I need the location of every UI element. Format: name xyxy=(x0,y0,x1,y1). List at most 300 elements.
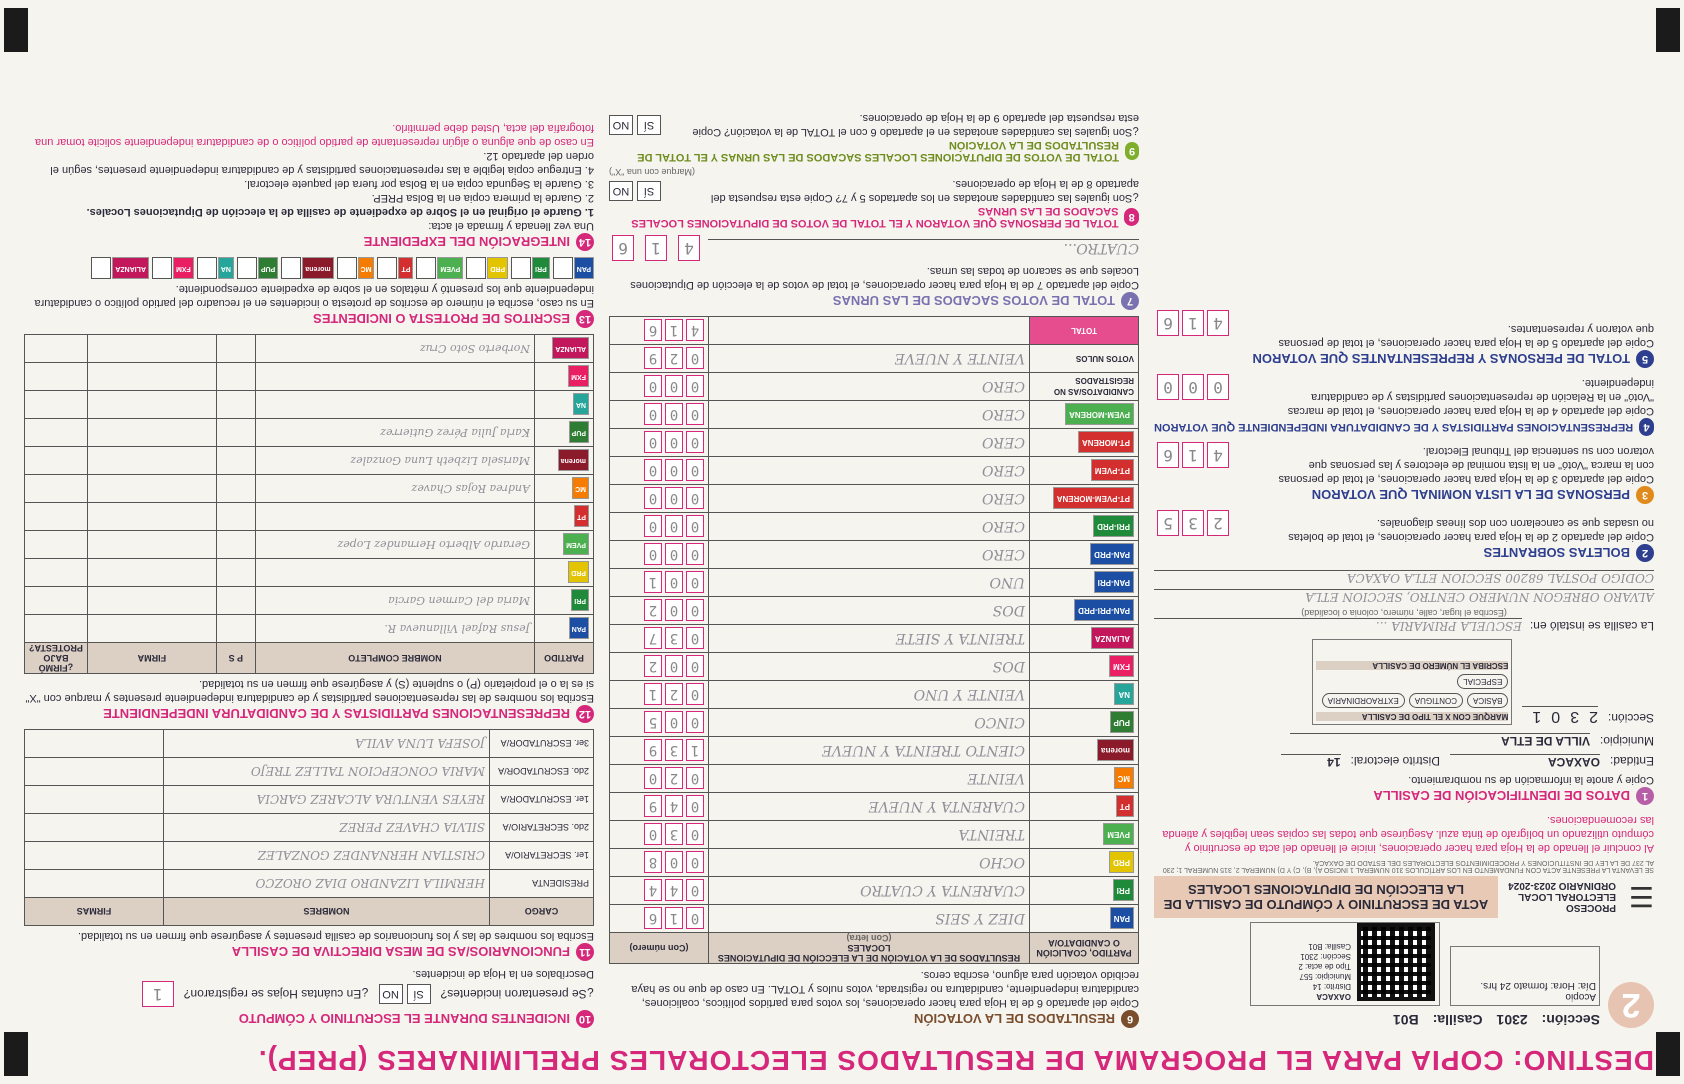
nombre-cell[interactable] xyxy=(164,842,490,870)
section-number-icon: 3 xyxy=(1636,486,1654,504)
si-checkbox[interactable]: SÍ xyxy=(637,181,661,201)
results-numero-cell[interactable] xyxy=(610,345,709,373)
nombre-completo-cell[interactable] xyxy=(255,615,534,643)
section-7-title: TOTAL DE VOTOS SACADOS DE LAS URNAS xyxy=(832,293,1115,309)
expediente-step: 3. Guarde la Segunda copia en la Bolsa por fuera del paquete electoral. xyxy=(244,178,594,190)
escrito-count-box[interactable] xyxy=(152,257,172,279)
nombre-cell[interactable] xyxy=(164,758,490,786)
results-numero-cell[interactable] xyxy=(610,737,709,765)
hora-format: formato 24 hrs. xyxy=(1480,980,1548,991)
party-logo-icon: morena xyxy=(1097,740,1134,762)
results-party-cell xyxy=(1030,541,1139,569)
hojas-question: ¿En cuántas Hojas se registraron? xyxy=(183,987,369,1001)
expediente-step: Una vez llenada y firmada el acta: xyxy=(428,220,594,232)
section-13 xyxy=(24,257,594,328)
firma-cell[interactable] xyxy=(25,870,164,898)
results-letra-cell[interactable] xyxy=(709,457,1030,485)
firma-cell[interactable] xyxy=(25,814,164,842)
tipo-contigua[interactable]: CONTIGUA xyxy=(1409,693,1463,708)
digit-box: 0 xyxy=(644,432,662,454)
protesta-cell[interactable] xyxy=(25,475,88,503)
protesta-cell[interactable] xyxy=(25,615,88,643)
results-row xyxy=(610,765,1139,793)
party-label: TOTAL xyxy=(1071,326,1097,335)
results-body xyxy=(610,317,1139,933)
results-numero-cell[interactable] xyxy=(610,849,709,877)
seccion-label-1: Sección: xyxy=(1607,711,1654,725)
incidentes-question: ¿Se presentaron incidentes? xyxy=(440,987,594,1001)
escrito-count-box[interactable] xyxy=(416,257,436,279)
section-3 xyxy=(1154,442,1654,504)
section-8-title: TOTAL DE PERSONAS QUE VOTARON Y EL TOTAL DE VOTOS DE DIPUTACIONES LOCALES SACADOS DE LAS URNAS xyxy=(631,205,1119,229)
results-letra-cell[interactable] xyxy=(709,905,1030,933)
results-letra-cell[interactable] xyxy=(709,793,1030,821)
section-8-sino xyxy=(609,181,661,201)
cargo-cell: 1er. ESCRUTADOR/A xyxy=(490,786,594,814)
results-letra-cell[interactable] xyxy=(709,877,1030,905)
firma-cell[interactable] xyxy=(25,842,164,870)
ps-cell[interactable] xyxy=(216,391,255,419)
ps-cell[interactable] xyxy=(216,335,255,363)
party-logo-icon: PAN-PRI-PRD xyxy=(1074,600,1134,622)
digit-box: 0 xyxy=(686,488,704,510)
results-table xyxy=(609,316,1139,964)
party-logo-icon: PAN-PRD xyxy=(1090,544,1134,566)
nombre-completo-cell[interactable] xyxy=(255,419,534,447)
results-letra: CUARENTA Y CUATRO xyxy=(860,882,1025,899)
protesta-cell[interactable] xyxy=(25,419,88,447)
escrito-item xyxy=(416,257,463,279)
digit-box[interactable]: 4 xyxy=(678,235,700,261)
digit-box: 0 xyxy=(686,880,704,902)
results-numero-cell[interactable] xyxy=(610,541,709,569)
digit-box: 4 xyxy=(686,320,704,342)
results-row xyxy=(610,905,1139,933)
results-letra-cell[interactable] xyxy=(709,653,1030,681)
tipo-especial[interactable]: ESPECIAL xyxy=(1457,674,1508,689)
digit-box: 9 xyxy=(644,740,662,762)
nombre-completo-cell[interactable] xyxy=(255,391,534,419)
dia-label: Día: xyxy=(1577,980,1596,991)
entidad-label: Entidad: xyxy=(1609,754,1654,768)
column-identification xyxy=(1154,10,1654,1028)
protesta-cell[interactable] xyxy=(25,391,88,419)
results-party-cell xyxy=(1030,597,1139,625)
escrito-item xyxy=(511,257,550,279)
nombre-cell[interactable] xyxy=(164,870,490,898)
results-letra: CERO xyxy=(982,518,1025,535)
representacion-row xyxy=(25,503,594,531)
seccion-digits xyxy=(1522,706,1598,725)
results-row xyxy=(610,625,1139,653)
digit-box[interactable]: 0 xyxy=(1182,374,1204,400)
digit-box[interactable]: 5 xyxy=(1157,510,1179,536)
party-logo-icon: PVEM-MORENA xyxy=(1065,404,1134,426)
firma-cell[interactable] xyxy=(87,363,216,391)
protesta-cell[interactable] xyxy=(25,531,88,559)
results-letra-cell[interactable] xyxy=(709,597,1030,625)
protesta-cell[interactable] xyxy=(25,559,88,587)
form-number-badge: 2 xyxy=(1608,982,1654,1028)
digit-box: 1 xyxy=(644,572,662,594)
distrito-value: 14 xyxy=(1281,754,1341,769)
section-9 xyxy=(609,111,1139,163)
digit-box[interactable]: 6 xyxy=(1157,442,1179,468)
party-logo-icon: ALIANZA xyxy=(552,338,589,360)
results-party-cell xyxy=(1030,849,1139,877)
ps-cell[interactable] xyxy=(216,587,255,615)
results-row xyxy=(610,597,1139,625)
digit-box[interactable]: 1 xyxy=(1182,442,1204,468)
protesta-cell[interactable] xyxy=(25,447,88,475)
ps-cell[interactable] xyxy=(216,531,255,559)
results-letra-cell[interactable] xyxy=(709,429,1030,457)
digit-box: 2 xyxy=(665,348,683,370)
party-logo-icon: PAN xyxy=(574,257,594,279)
ps-cell[interactable] xyxy=(216,503,255,531)
digit-box: 0 xyxy=(644,460,662,482)
nombre-text: CRISTIAN HERNANDEZ GONZALEZ xyxy=(257,848,485,863)
section-7-letra[interactable]: CUATRO... xyxy=(708,240,1139,257)
firma-cell[interactable] xyxy=(25,730,164,758)
results-row xyxy=(610,737,1139,765)
section-number-icon: 12 xyxy=(576,705,594,723)
col-ps: P S xyxy=(216,643,255,674)
nombre-text: JOSEFA LUNA AVILA xyxy=(355,736,485,751)
section-7 xyxy=(609,235,1139,310)
results-row xyxy=(610,373,1139,401)
results-letra-cell[interactable] xyxy=(709,849,1030,877)
seccion-digit: 2 xyxy=(1579,708,1598,725)
results-numero-cell[interactable] xyxy=(610,709,709,737)
col-nombre-completo: NOMBRE COMPLETO xyxy=(255,643,534,674)
firma-cell[interactable] xyxy=(87,615,216,643)
results-letra-cell[interactable] xyxy=(709,569,1030,597)
party-logo-icon: NA xyxy=(1114,684,1134,706)
results-letra: DOS xyxy=(992,602,1025,619)
results-party-cell xyxy=(1030,625,1139,653)
section-number-icon: 11 xyxy=(576,943,594,961)
nombre-text: REYES VENTURA ALCAREZ GARCIA xyxy=(256,792,485,807)
nombre-text: Norberto Soto Cruz xyxy=(419,342,530,355)
nombre-completo-cell[interactable] xyxy=(255,475,534,503)
results-letra-cell[interactable] xyxy=(709,681,1030,709)
results-party-cell xyxy=(1030,737,1139,765)
nombre-completo-cell[interactable] xyxy=(255,335,534,363)
escrito-count-box[interactable] xyxy=(377,257,397,279)
results-party-cell xyxy=(1030,513,1139,541)
representacion-row xyxy=(25,447,594,475)
section-11-instr: Escriba los nombres de las y los funcionarios de casilla presentes y asegúrese que firmen en su totalidad. xyxy=(77,930,594,942)
results-row xyxy=(610,849,1139,877)
si-checkbox[interactable]: SÍ xyxy=(407,984,431,1004)
digit-box: 6 xyxy=(644,908,662,930)
section-number-icon: 9 xyxy=(1125,142,1139,160)
tipo-basica[interactable]: BÁSICA xyxy=(1467,693,1508,708)
results-letra: CERO xyxy=(982,546,1025,563)
digit-box: 0 xyxy=(665,460,683,482)
results-row xyxy=(610,401,1139,429)
results-numero-cell[interactable] xyxy=(610,401,709,429)
digit-box: 0 xyxy=(686,908,704,930)
section-1 xyxy=(1154,570,1654,805)
firma-cell[interactable] xyxy=(87,475,216,503)
ps-cell[interactable] xyxy=(216,447,255,475)
results-party-cell xyxy=(1030,485,1139,513)
escrito-count-box[interactable] xyxy=(281,257,301,279)
protesta-cell[interactable] xyxy=(25,503,88,531)
firma-cell[interactable] xyxy=(87,503,216,531)
nombre-completo-cell[interactable] xyxy=(255,363,534,391)
funcionario-row xyxy=(25,842,594,870)
firma-cell[interactable] xyxy=(87,559,216,587)
results-numero-cell[interactable] xyxy=(610,877,709,905)
destino-title: DESTINO: COPIA PARA EL PROGRAMA DE RESULTADOS ELECTORALES PRELIMINARES (PREP). xyxy=(257,1045,1654,1076)
nombre-completo-cell[interactable] xyxy=(255,503,534,531)
digit-box[interactable]: 3 xyxy=(1182,510,1204,536)
digit-box[interactable]: 0 xyxy=(1207,374,1229,400)
nombre-completo-cell[interactable] xyxy=(255,447,534,475)
results-letra-cell[interactable] xyxy=(709,737,1030,765)
section-4-title: REPRESENTACIONES PARTIDISTAS Y DE CANDIDATURA INDEPENDIENTE QUE VOTARON xyxy=(1154,421,1634,433)
results-letra-cell[interactable] xyxy=(709,709,1030,737)
results-numero-cell[interactable] xyxy=(610,821,709,849)
funcionarios-body xyxy=(25,730,594,898)
digit-box: 9 xyxy=(644,796,662,818)
results-row xyxy=(610,681,1139,709)
digit-box: 0 xyxy=(644,516,662,538)
ps-cell[interactable] xyxy=(216,615,255,643)
results-party-cell xyxy=(1030,681,1139,709)
party-logo-icon: PVEM xyxy=(1103,824,1134,846)
results-party-cell xyxy=(1030,709,1139,737)
results-numero-cell[interactable] xyxy=(610,317,709,345)
firma-cell[interactable] xyxy=(87,419,216,447)
protesta-cell[interactable] xyxy=(25,363,88,391)
results-row xyxy=(610,345,1139,373)
results-letra-cell[interactable] xyxy=(709,625,1030,653)
digit-box[interactable]: 1 xyxy=(645,235,667,261)
nombre-text: HERMILA LIZANDRO DIAZ OROZCO xyxy=(255,876,485,891)
results-party-cell xyxy=(1030,401,1139,429)
digit-box: 0 xyxy=(686,572,704,594)
results-letra: CIENTO TREINTA Y NUEVE xyxy=(821,742,1025,759)
digit-box: 2 xyxy=(665,768,683,790)
party-logo-icon: NA xyxy=(573,394,589,416)
protesta-cell[interactable] xyxy=(25,335,88,363)
ps-cell[interactable] xyxy=(216,363,255,391)
digit-box[interactable]: 0 xyxy=(1157,374,1179,400)
ps-cell[interactable] xyxy=(216,419,255,447)
nombre-completo-cell[interactable] xyxy=(255,587,534,615)
escrito-count-box[interactable] xyxy=(466,257,486,279)
representacion-row xyxy=(25,391,594,419)
results-row xyxy=(610,541,1139,569)
partido-cell xyxy=(535,531,594,559)
section-9-sino xyxy=(609,115,661,135)
column-results xyxy=(609,10,1139,1028)
digit-box[interactable]: 6 xyxy=(1157,310,1179,336)
escrito-item xyxy=(91,257,149,279)
escrito-count-box[interactable] xyxy=(553,257,573,279)
legal-text: SE LEVANTA LA PRESENTE ACTA CON FUNDAMENTO EN LOS ARTÍCULOS 310 NUMERAL 1 INCISO A), B), C) Y D) NUMERAL 2, 315 NUMERAL 1; 230 AL 237 DE LA LEY DE INSTITUCIONES Y PROCEDIMIENTOS ELECTORALES DEL ESTADO DE OAXACA. xyxy=(1162,859,1654,873)
digit-box: 0 xyxy=(644,768,662,790)
results-letra-cell[interactable] xyxy=(709,821,1030,849)
firma-cell[interactable] xyxy=(87,391,216,419)
digit-box: 0 xyxy=(644,404,662,426)
results-numero-cell[interactable] xyxy=(610,569,709,597)
results-numero-cell[interactable] xyxy=(610,625,709,653)
results-letra-cell[interactable] xyxy=(709,541,1030,569)
digit-box[interactable]: 2 xyxy=(1207,510,1229,536)
escrito-count-box[interactable] xyxy=(337,257,357,279)
results-numero-cell[interactable] xyxy=(610,429,709,457)
party-label: VOTOS NULOS xyxy=(1075,354,1134,363)
results-letra-cell[interactable] xyxy=(709,401,1030,429)
hora-label: Hora: xyxy=(1550,980,1575,991)
nombre-text: Jesus Rafael Villanueva R. xyxy=(384,622,530,635)
results-letra-cell[interactable] xyxy=(709,345,1030,373)
digit-box[interactable]: 4 xyxy=(1207,310,1229,336)
digit-box[interactable]: 6 xyxy=(612,235,634,261)
tipo-extraordinaria[interactable]: EXTRAORDINARIA xyxy=(1322,693,1405,708)
nombre-cell[interactable] xyxy=(164,814,490,842)
digit-box: 0 xyxy=(644,544,662,566)
party-logo-icon: PT xyxy=(574,506,589,528)
representaciones-table xyxy=(24,334,594,674)
digit-box: 5 xyxy=(644,712,662,734)
digit-box: 8 xyxy=(644,852,662,874)
no-checkbox[interactable]: NO xyxy=(609,181,633,201)
escritos-row xyxy=(24,257,594,279)
firma-cell[interactable] xyxy=(87,531,216,559)
results-numero-cell[interactable] xyxy=(610,793,709,821)
digit-box: 0 xyxy=(686,712,704,734)
escrito-count-box[interactable] xyxy=(91,257,111,279)
results-letra: VEINTE Y NUEVE xyxy=(894,350,1025,367)
section-13-instr: En su caso, escriba el número de escritos de protesta o incidentes en el recuadro del partido político o candidatura independiente que los presentó y métalos en el sobre de expediente correspondiente. xyxy=(34,283,594,309)
results-letra-cell[interactable] xyxy=(709,373,1030,401)
results-numero-cell[interactable] xyxy=(610,765,709,793)
digit-box: 1 xyxy=(686,740,704,762)
results-numero-cell[interactable] xyxy=(610,373,709,401)
section-8 xyxy=(609,167,1139,229)
escrito-count-box[interactable] xyxy=(197,257,217,279)
party-logo-icon: PAN-PRI xyxy=(1094,572,1134,594)
results-letra: TREINTA xyxy=(958,826,1025,843)
results-numero-cell[interactable] xyxy=(610,457,709,485)
results-numero-cell[interactable] xyxy=(610,653,709,681)
escrito-count-box[interactable] xyxy=(237,257,257,279)
digit-box: 0 xyxy=(665,600,683,622)
digit-box: 0 xyxy=(665,544,683,566)
nombre-completo-cell[interactable] xyxy=(255,531,534,559)
results-party-cell xyxy=(1030,765,1139,793)
cargo-cell: 2do. SECRETARIO/A xyxy=(490,814,594,842)
party-logo-icon: PAN xyxy=(569,618,589,640)
digit-box: 0 xyxy=(644,824,662,846)
results-letra-cell[interactable] xyxy=(709,513,1030,541)
results-numero-cell[interactable] xyxy=(610,597,709,625)
nombre-cell[interactable] xyxy=(164,730,490,758)
ps-cell[interactable] xyxy=(216,475,255,503)
instalo-value: ESCUELA PRIMARIA ... xyxy=(1154,618,1522,633)
protesta-cell[interactable] xyxy=(25,587,88,615)
expediente-step: 1. Guarde el original en el Sobre de expediente de casilla de la elección de Diputaciones Locales. xyxy=(86,206,594,218)
results-numero-cell[interactable] xyxy=(610,485,709,513)
escrito-count-box[interactable] xyxy=(511,257,531,279)
no-checkbox[interactable]: NO xyxy=(379,984,403,1004)
acta-header xyxy=(1154,918,1654,1028)
hojas-value[interactable]: 1 xyxy=(142,981,174,1007)
results-numero-cell[interactable] xyxy=(610,513,709,541)
results-letra: TREINTA Y SIETE xyxy=(895,630,1025,647)
registration-mark xyxy=(1656,8,1680,52)
representacion-row xyxy=(25,419,594,447)
digit-box: 0 xyxy=(665,656,683,678)
firma-cell[interactable] xyxy=(87,447,216,475)
qr-seccion: Sección: 2301 xyxy=(1300,952,1351,961)
qr-code xyxy=(1357,923,1435,1001)
section-5-instr: Copie del apartado 5 de la Hoja para hacer operaciones, el total de personas que votaron y representantes. xyxy=(1278,323,1654,349)
tipo-casilla-box xyxy=(1312,639,1512,725)
party-logo-icon: PUP xyxy=(1110,712,1134,734)
qr-tipo-acta: Tipo de acta: 2 xyxy=(1298,962,1351,971)
results-letra-cell[interactable] xyxy=(709,765,1030,793)
firma-cell[interactable] xyxy=(25,786,164,814)
results-numero-cell[interactable] xyxy=(610,905,709,933)
digit-box[interactable]: 4 xyxy=(1207,442,1229,468)
party-logo-icon: MC xyxy=(572,478,589,500)
si-checkbox[interactable]: SÍ xyxy=(637,115,661,135)
results-party-cell xyxy=(1030,793,1139,821)
escrito-item xyxy=(237,257,278,279)
results-row xyxy=(610,821,1139,849)
firma-cell[interactable] xyxy=(25,758,164,786)
nombre-completo-cell[interactable] xyxy=(255,559,534,587)
results-letra: VEINTE xyxy=(967,770,1025,787)
digit-box: 0 xyxy=(686,376,704,398)
escrito-item xyxy=(152,257,194,279)
nombre-cell[interactable] xyxy=(164,786,490,814)
digit-box: 0 xyxy=(686,824,704,846)
section-2-instr: Copie del apartado 2 de la Hoja para hacer operaciones, el total de boletas no usadas que se cancelaron con dos líneas diagonales. xyxy=(1288,517,1654,543)
section-number-icon: 8 xyxy=(1124,208,1139,226)
partido-cell xyxy=(535,559,594,587)
firma-cell[interactable] xyxy=(87,335,216,363)
funcionario-row xyxy=(25,814,594,842)
section-12 xyxy=(24,334,594,723)
digit-box[interactable]: 1 xyxy=(1182,310,1204,336)
party-logo-icon: PT-MORENA xyxy=(1078,432,1134,454)
cargo-cell: 2do. ESCRUTADOR/A xyxy=(490,758,594,786)
firma-cell[interactable] xyxy=(87,587,216,615)
seccion-digit: 1 xyxy=(1522,708,1542,725)
no-checkbox[interactable]: NO xyxy=(609,115,633,135)
col-results-header xyxy=(709,933,1030,964)
seccion-value: 2301 xyxy=(1496,1012,1528,1028)
digit-box: 0 xyxy=(686,628,704,650)
ps-cell[interactable] xyxy=(216,559,255,587)
cargo-cell: 3er. ESCRUTADOR/A xyxy=(490,730,594,758)
results-letra-cell[interactable] xyxy=(709,317,1030,345)
results-letra-cell[interactable] xyxy=(709,485,1030,513)
cargo-cell: 1er. SECRETARIO/A xyxy=(490,842,594,870)
casilla-label: Casilla: xyxy=(1432,1012,1483,1028)
results-row xyxy=(610,653,1139,681)
municipio-label: Municipio: xyxy=(1599,734,1654,748)
results-numero-cell[interactable] xyxy=(610,681,709,709)
